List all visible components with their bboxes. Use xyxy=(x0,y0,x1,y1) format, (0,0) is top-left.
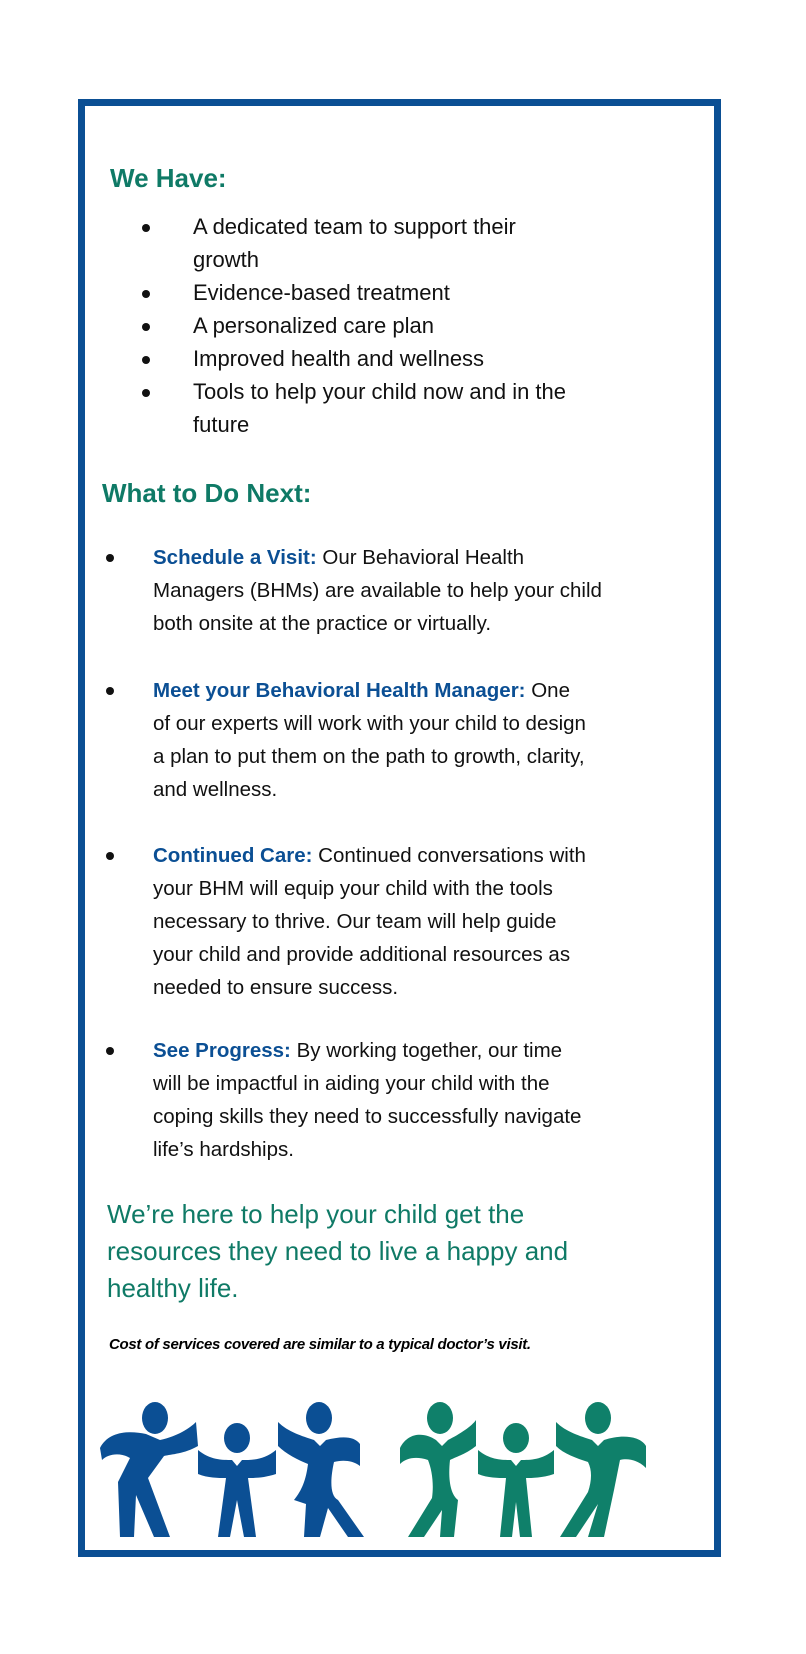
next-step-lead: Meet your Behavioral Health Manager: xyxy=(153,679,526,702)
we-have-item xyxy=(193,309,434,342)
next-step-meet-bhm xyxy=(153,674,673,806)
we-have-item-text: Tools to help your child now and in the xyxy=(193,379,567,404)
next-step-text: needed to ensure success. xyxy=(153,976,399,999)
next-step-text: Our Behavioral Health xyxy=(322,546,525,569)
bullet-icon xyxy=(142,323,150,331)
we-have-heading: We Have: xyxy=(110,163,227,193)
next-step-text: Managers (BHMs) are available to help your child xyxy=(153,579,602,602)
next-step-text: your BHM will equip your child with the tools xyxy=(153,877,553,900)
next-step-text: of our experts will work with your child to design xyxy=(153,712,586,735)
tagline-line: resources they need to live a happy and xyxy=(107,1236,569,1266)
next-step-lead: Schedule a Visit: xyxy=(153,546,317,569)
bullet-icon xyxy=(106,852,114,860)
family-figures-icon xyxy=(98,1400,698,1540)
cost-note: Cost of services covered are similar to a typical doctor’s visit. xyxy=(109,1336,531,1353)
next-step-text: a plan to put them on the path to growth, clarity, xyxy=(153,745,585,768)
bullet-icon xyxy=(142,290,150,298)
we-have-item-text: A personalized care plan xyxy=(193,313,434,338)
tagline-line: healthy life. xyxy=(107,1273,239,1303)
we-have-item-text: A dedicated team to support their xyxy=(193,214,516,239)
bullet-icon xyxy=(142,389,150,397)
green-family-icon xyxy=(400,1402,646,1537)
bullet-icon xyxy=(106,1047,114,1055)
next-step-text: Continued conversations with xyxy=(318,844,586,867)
next-step-continued-care xyxy=(153,839,673,1004)
next-step-see-progress xyxy=(153,1034,673,1166)
adult-figure-icon xyxy=(100,1402,198,1537)
child-figure-icon xyxy=(478,1423,554,1537)
next-step-text: coping skills they need to successfully navigate xyxy=(153,1105,582,1128)
next-step-text: One xyxy=(531,679,570,702)
adult-figure-icon xyxy=(556,1402,646,1537)
next-step-text: life’s hardships. xyxy=(153,1138,294,1161)
child-figure-icon xyxy=(198,1423,276,1537)
next-step-lead: See Progress: xyxy=(153,1039,291,1062)
next-step-text: necessary to thrive. Our team will help guide xyxy=(153,910,557,933)
we-have-item xyxy=(193,210,516,276)
adult-figure-icon xyxy=(278,1402,364,1537)
bullet-icon xyxy=(142,356,150,364)
adult-figure-icon xyxy=(400,1402,476,1537)
tagline-line: We’re here to help your child get the xyxy=(107,1199,525,1229)
next-step-text: By working together, our time xyxy=(296,1039,563,1062)
we-have-item-text: Improved health and wellness xyxy=(193,346,485,371)
bullet-icon xyxy=(106,687,114,695)
next-step-schedule-visit xyxy=(153,541,673,640)
we-have-item xyxy=(193,375,566,441)
we-have-item xyxy=(193,342,484,375)
next-step-text: your child and provide additional resources as xyxy=(153,943,571,966)
next-steps-heading: What to Do Next: xyxy=(102,478,312,508)
next-step-text: and wellness. xyxy=(153,778,278,801)
bullet-icon xyxy=(142,224,150,232)
we-have-item-text: future xyxy=(193,412,250,437)
we-have-item-text: Evidence-based treatment xyxy=(193,280,450,305)
next-step-text: both onsite at the practice or virtually. xyxy=(153,612,492,635)
tagline xyxy=(107,1196,667,1307)
we-have-item-text: growth xyxy=(193,247,260,272)
we-have-item xyxy=(193,276,450,309)
next-step-lead: Continued Care: xyxy=(153,844,313,867)
bullet-icon xyxy=(106,554,114,562)
blue-family-icon xyxy=(100,1402,364,1537)
next-step-text: will be impactful in aiding your child with the xyxy=(153,1072,550,1095)
